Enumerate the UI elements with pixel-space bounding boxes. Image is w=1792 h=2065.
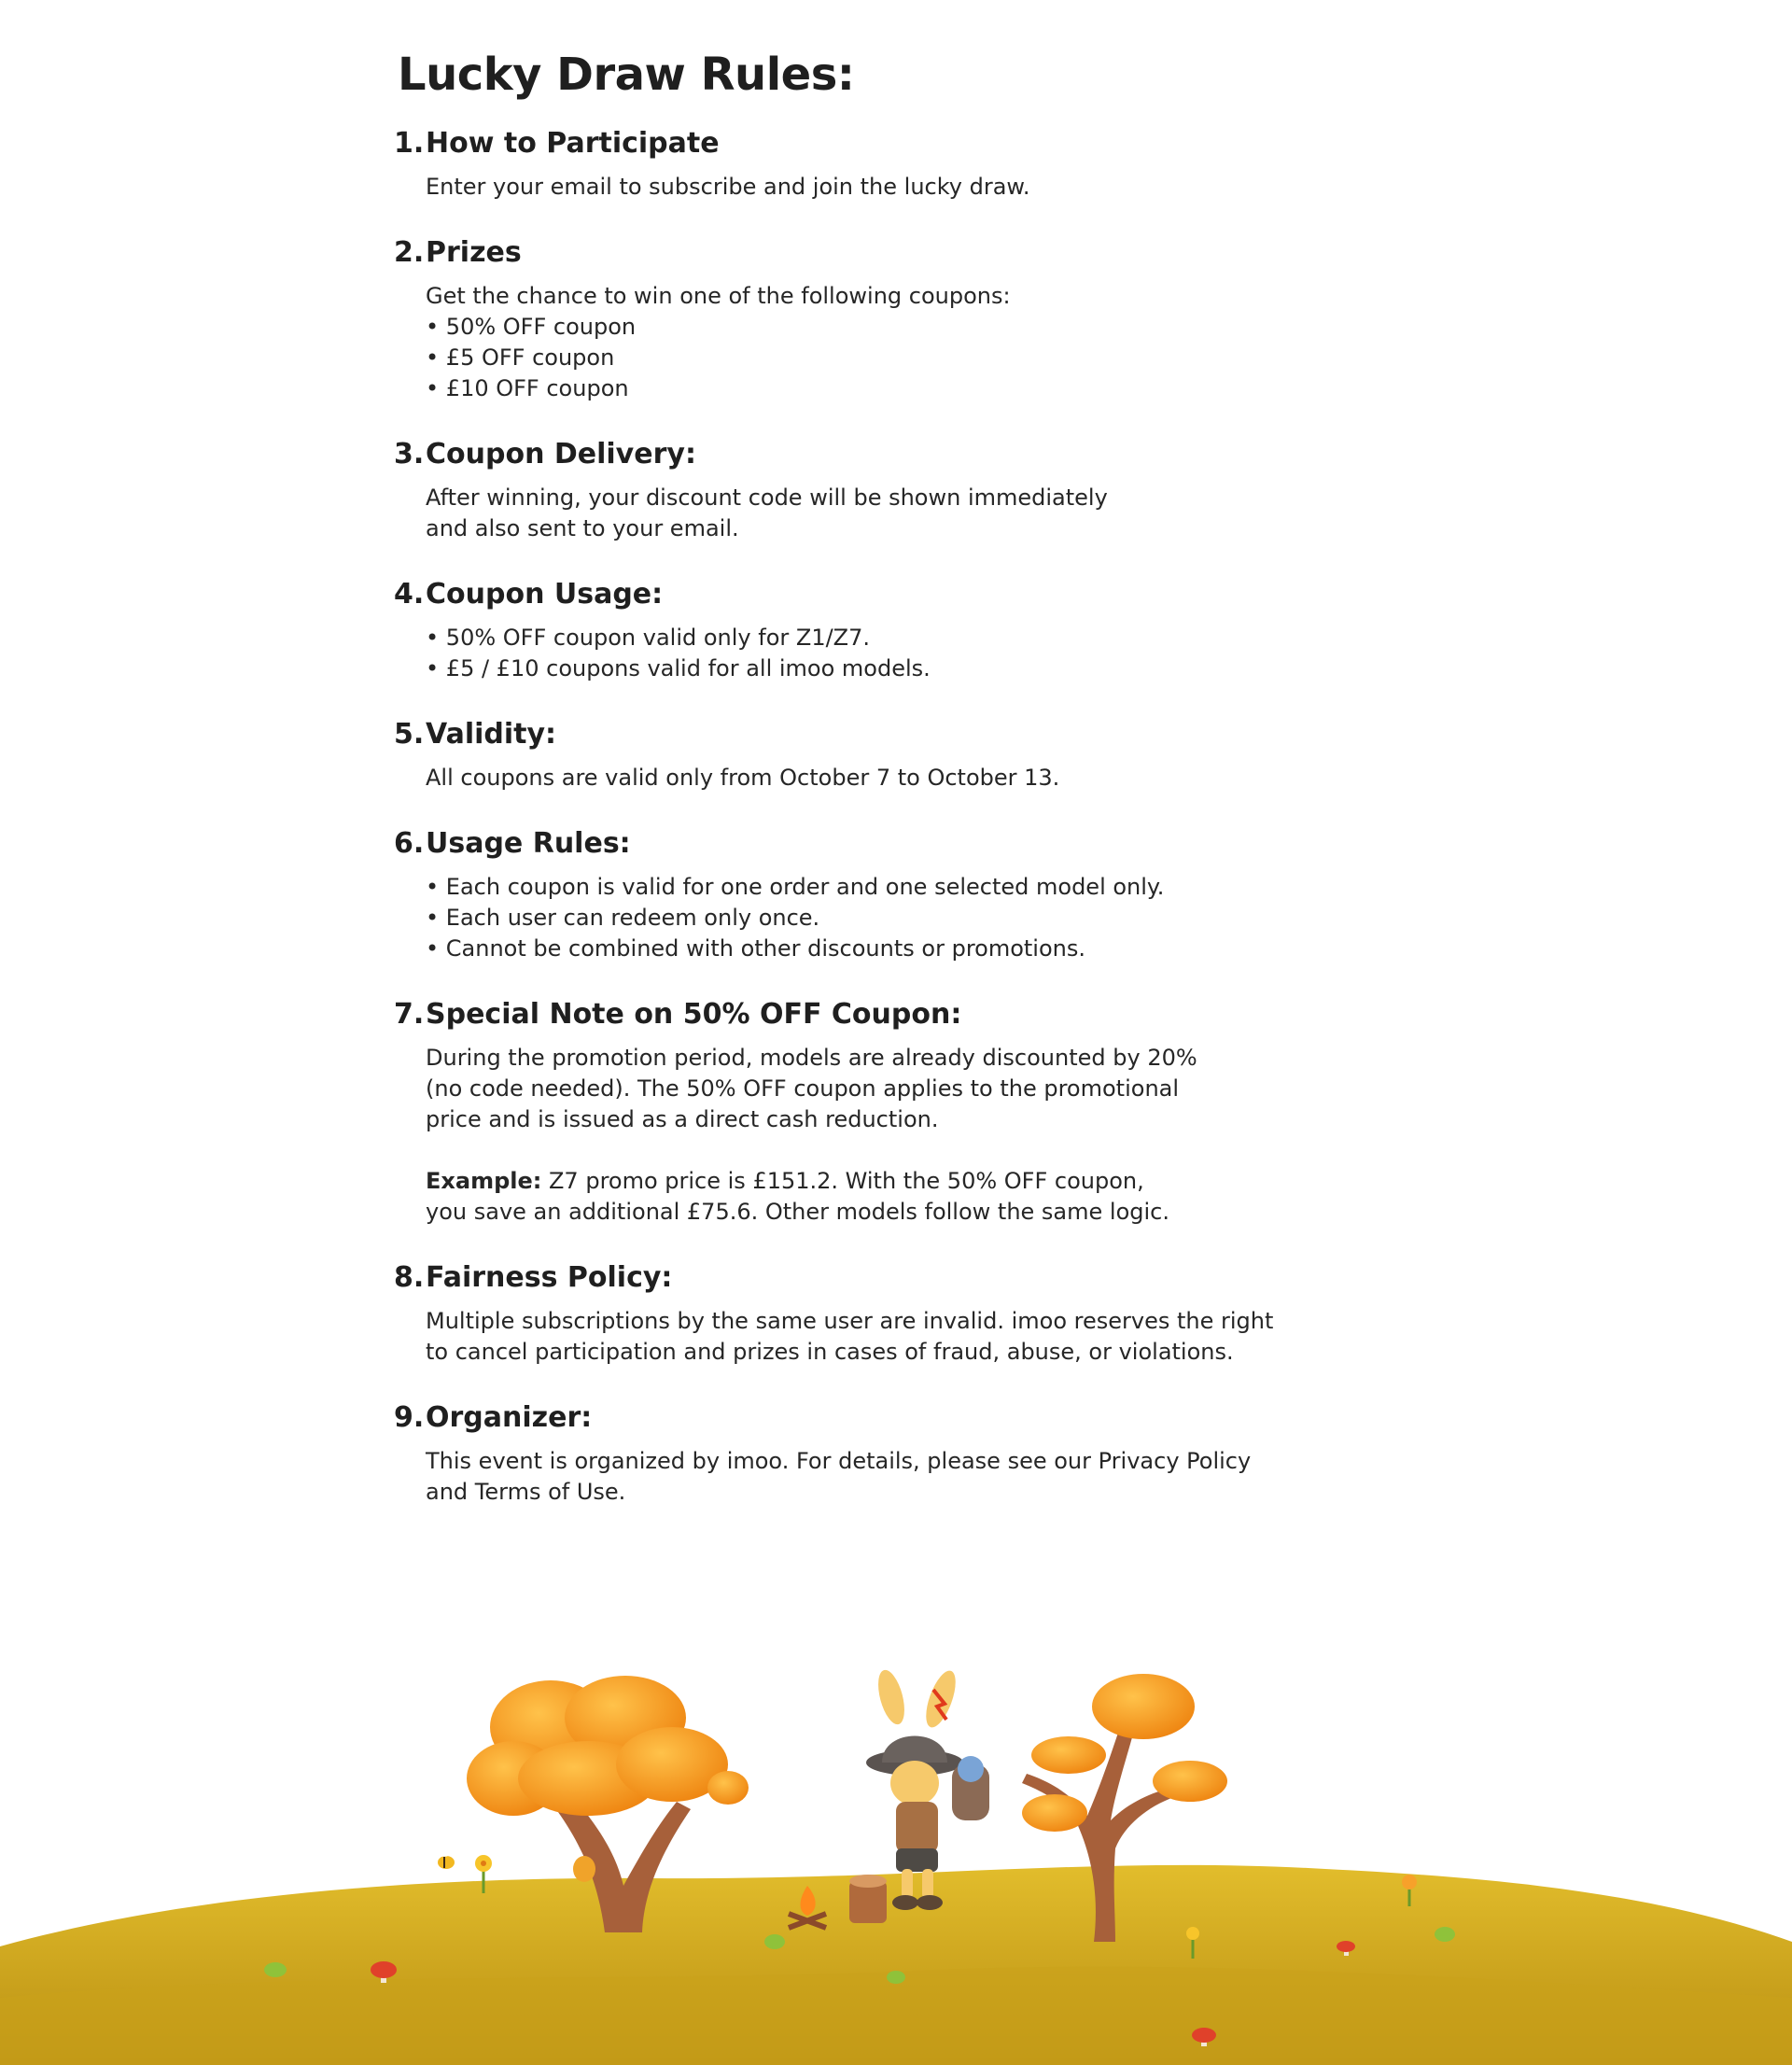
section-usage-rules xyxy=(394,825,1327,964)
page-title: Lucky Draw Rules: xyxy=(398,49,855,101)
section-fairness-policy xyxy=(394,1259,1327,1368)
section-heading xyxy=(394,576,1327,613)
list-item: • 50% OFF coupon valid only for Z1/Z7. xyxy=(426,623,1327,653)
section-number: 5. xyxy=(394,718,425,751)
body-line: (no code needed). The 50% OFF coupon applies to the promotional xyxy=(426,1075,1180,1102)
section-body xyxy=(426,623,1327,684)
body-line: Multiple subscriptions by the same user are invalid. imoo reserves the right xyxy=(426,1308,1274,1334)
body-line: to cancel participation and prizes in cases of fraud, abuse, or violations. xyxy=(426,1339,1234,1365)
section-heading xyxy=(394,825,1327,863)
section-heading xyxy=(394,436,1327,473)
body-line: During the promotion period, models are already discounted by 20% xyxy=(426,1045,1197,1071)
example-text: Z7 promo price is £151.2. With the 50% OFF coupon, xyxy=(541,1168,1144,1194)
section-body xyxy=(426,281,1327,404)
section-body xyxy=(426,872,1327,964)
section-number: 6. xyxy=(394,827,425,860)
example-label: Example: xyxy=(426,1168,542,1194)
section-heading xyxy=(394,234,1327,272)
list-item: • £5 / £10 coupons valid for all imoo models. xyxy=(426,653,1327,684)
example-line: you save an additional £75.6. Other models follow the same logic. xyxy=(426,1199,1169,1225)
section-number: 3. xyxy=(394,438,425,471)
section-heading xyxy=(394,125,1327,162)
list-item: • Each user can redeem only once. xyxy=(426,903,1327,934)
body-line: price and is issued as a direct cash reduction. xyxy=(426,1106,939,1132)
section-title: Coupon Delivery: xyxy=(426,438,696,471)
body-line: Get the chance to win one of the following coupons: xyxy=(426,283,1011,309)
section-heading xyxy=(394,716,1327,753)
section-body xyxy=(426,172,1327,203)
section-number: 2. xyxy=(394,236,425,269)
section-title: Usage Rules: xyxy=(426,827,631,860)
section-prizes xyxy=(394,234,1327,404)
body-line: Enter your email to subscribe and join the lucky draw. xyxy=(426,174,1030,200)
sprout-icon xyxy=(1435,1927,1455,1942)
section-special-note xyxy=(394,996,1327,1228)
section-coupon-usage xyxy=(394,576,1327,684)
section-body xyxy=(426,1306,1327,1368)
section-how-to-participate xyxy=(394,125,1327,203)
section-validity xyxy=(394,716,1327,794)
section-body xyxy=(426,763,1327,794)
section-number: 4. xyxy=(394,578,425,611)
section-number: 9. xyxy=(394,1401,425,1434)
sprout-icon xyxy=(887,1971,905,1984)
body-line: and Terms of Use. xyxy=(426,1479,626,1505)
lucky-draw-rules xyxy=(394,45,1327,1539)
body-line: This event is organized by imoo. For details, please see our Privacy Policy xyxy=(426,1448,1252,1474)
stump-icon xyxy=(849,1875,887,1923)
bee-icon xyxy=(438,1849,455,1869)
list-item: • Each coupon is valid for one order and one selected model only. xyxy=(426,872,1327,903)
section-number: 1. xyxy=(394,127,425,160)
body-line: All coupons are valid only from October 7 to October 13. xyxy=(426,765,1060,791)
section-title: Prizes xyxy=(426,236,522,269)
section-body xyxy=(426,1043,1327,1228)
section-title: Fairness Policy: xyxy=(426,1261,673,1294)
section-number: 7. xyxy=(394,998,425,1031)
sprout-icon xyxy=(764,1934,785,1949)
body-line: After winning, your discount code will be shown immediately xyxy=(426,485,1108,511)
meadow-illustration xyxy=(0,1662,1792,2065)
usage-list xyxy=(426,623,1327,684)
section-organizer xyxy=(394,1399,1327,1508)
section-heading xyxy=(394,996,1327,1033)
section-heading xyxy=(394,1259,1327,1297)
section-body xyxy=(426,483,1327,544)
section-title: How to Participate xyxy=(426,127,720,160)
section-heading xyxy=(394,1399,1327,1437)
section-title: Validity: xyxy=(426,718,557,751)
prize-list xyxy=(426,312,1327,404)
section-coupon-delivery xyxy=(394,436,1327,544)
example-line xyxy=(426,1166,1327,1197)
list-item: • £5 OFF coupon xyxy=(426,343,1327,373)
section-title: Organizer: xyxy=(426,1401,593,1434)
section-number: 8. xyxy=(394,1261,425,1294)
list-item: • Cannot be combined with other discounts or promotions. xyxy=(426,934,1327,964)
list-item: • 50% OFF coupon xyxy=(426,312,1327,343)
rules-list xyxy=(426,872,1327,964)
section-title: Special Note on 50% OFF Coupon: xyxy=(426,998,962,1031)
list-item: • £10 OFF coupon xyxy=(426,373,1327,404)
section-title: Coupon Usage: xyxy=(426,578,664,611)
section-body xyxy=(426,1446,1327,1508)
sprout-icon xyxy=(264,1962,287,1977)
body-line: and also sent to your email. xyxy=(426,515,739,541)
